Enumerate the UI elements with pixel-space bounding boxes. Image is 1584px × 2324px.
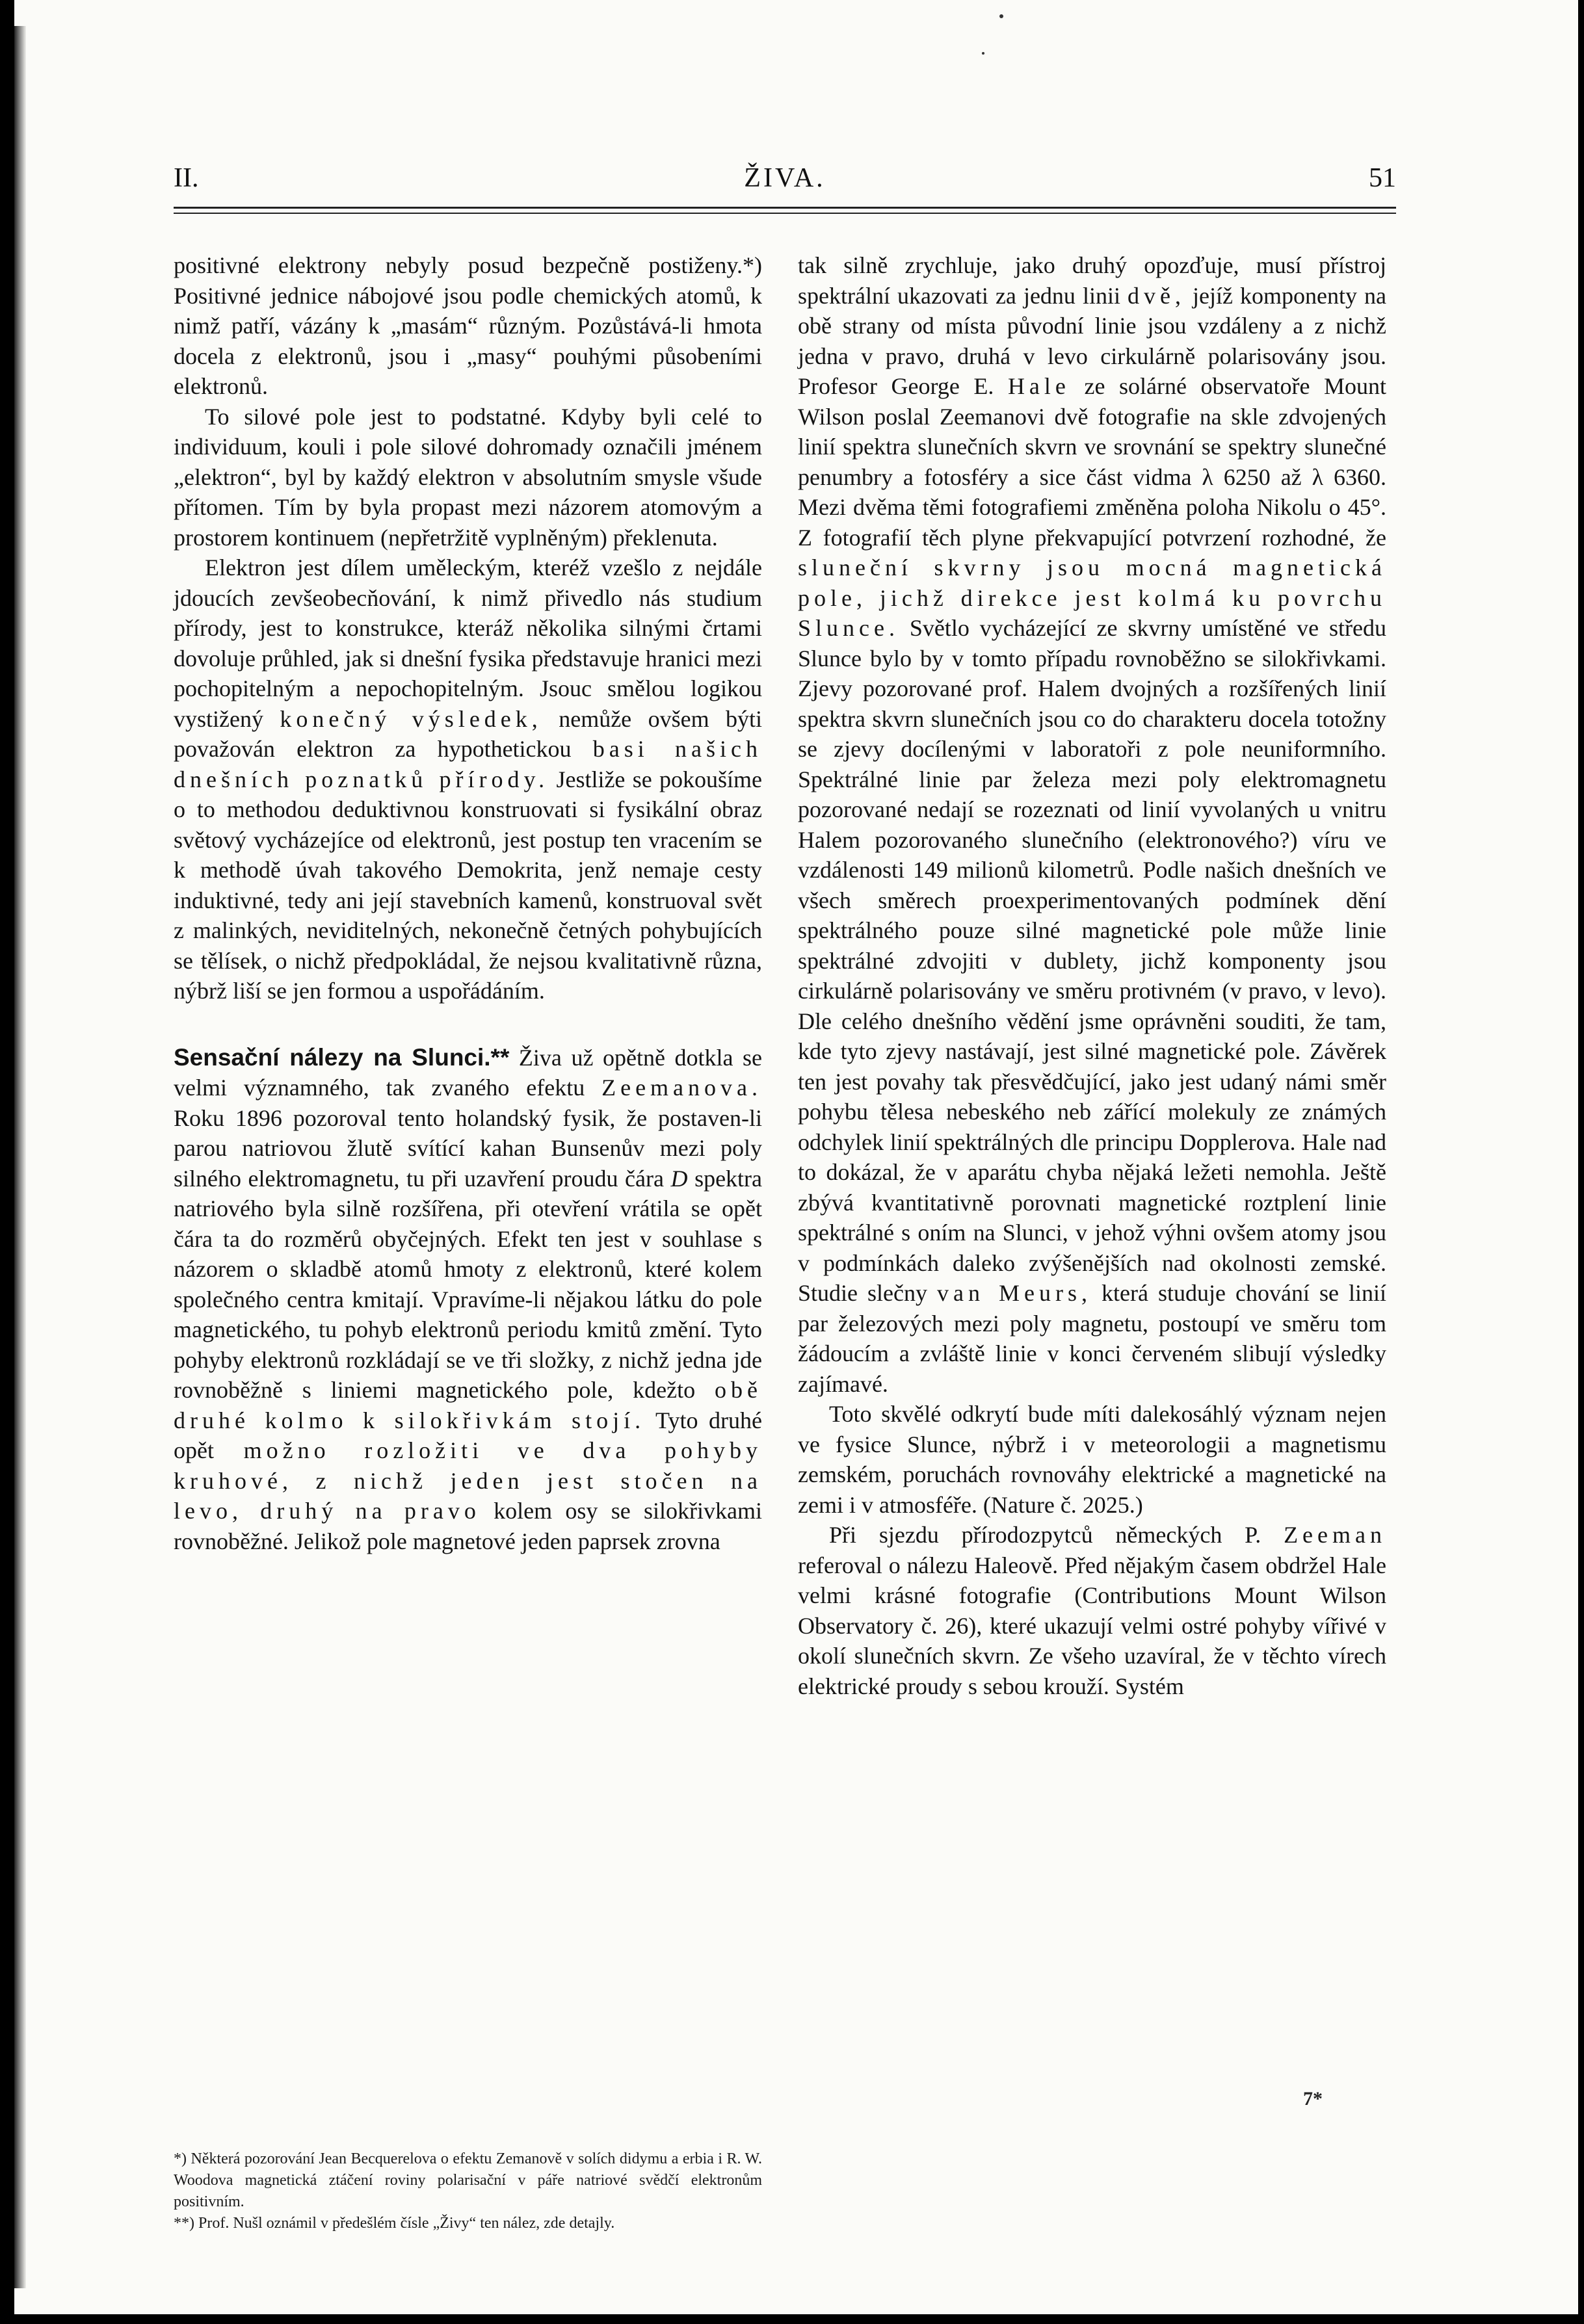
volume-number: II.	[174, 163, 199, 193]
left-column	[174, 250, 762, 1556]
running-header	[174, 163, 1396, 202]
article-paragraph: Sensační nálezy na Slunci.** Živa už opětně dotkla se velmi významného, tak zvaného efektu Zeemanova. Roku 1896 pozoroval tento holandský fysik, že postaven-li parou natriovou žlutě svítící kahan Bunsenův mezi poly silného elektromagnetu, tu při uzavření proudu čára D spektra natriového byla silně rozšířena, při otevření vrátila se opět čára ta do rozměrů obyčejných. Efekt ten jest v souhlase s názorem o skladbě atomů hmoty z elektronů, které kolem společného centra kmitají. Vpravíme-li nějakou látku do pole magnetického, tu pohyb elektronů periodu kmitů změní. Tyto pohyby elektronů rozkládají se ve tři složky, z nichž jedna jde rovnoběžně s liniemi magnetického pole, kdežto obě druhé kolmo k silokřivkám stojí. Tyto druhé opět možno rozložiti ve dva pohyby kruhové, z nichž jeden jest stočen na levo, druhý na pravo kolem osy se silokřivkami rovnoběžné. Jelikož pole magnetové jeden paprsek zrovna	[174, 1043, 763, 1554]
scan-binding-edge	[14, 26, 26, 2288]
paragraph: tak silně zrychluje, jako druhý opozďuje, musí přístroj spektrální ukazovati za jednu linii dvě, jejíž komponenty na obě strany od místa původní linie jsou vzdáleny a z nichž jedna v pravo, druhá v levo cirkulárně polarisovány jsou. Profesor George E. Hale ze solárné observatoře Mount Wilson poslal Zeemanovi dvě fotografie na skle zdvojených linií spektra slunečních skvrn ve srovnání se spektry slunečné penumbry a fotosféry a sice část vidma λ 6250 až λ 6360. Mezi dvěma těmi fotografiemi změněna poloha Nikolu o 45°. Z fotografií těch plyne překvapující potvrzení rozhodné, že sluneční skvrny jsou mocná magnetická pole, jichž direkce jest kolmá ku povrchu Slunce. Světlo vycházející ze skvrny umístěné ve středu Slunce bylo by v tomto případu rovnoběžno se silokřivkami. Zjevy pozorované prof. Halem dvojných a rozšířených linií spektra skvrn slunečních jsou co do charakteru docela totožny se zjevy docílenými v laboratoři z pole neuniformního. Spektrálné linie par železa mezi poly elektromagnetu pozorované nedají se rozeznati od linií vyvolaných u vnitru Halem pozorovaného slunečního (elektronového?) víru ve vzdálenosti 149 milionů kilometrů. Podle našich dnešních ve všech směrech proexperimentovaných podmínek dění spektrálného pouze silné magnetické pole může linie spektrálné zdvojiti v dublety, jichž komponenty jsou cirkulárně polarisovány ve směru protivném (v pravo, v levo). Dle celého dnešního vědění jsme oprávněni souditi, že tam, kde tyto zjevy nastávají, jest silné magnetické pole. Závěrek ten jest povahy tak přesvědčující, jako jest udaný námi směr pohybu tělesa nebeského neb zářící molekuly ze známých odchylek linií spektrálných dle principu Dopplerova. Hale nad to dokázal, že v aparátu chyba nějaká ležeti nemohla. Ještě zbývá kvantitativně porovnati magnetické roztplení linie spektrálné s oním na Slunci, v jehož výhni ovšem atomy jsou v podmínkách daleko zvýšenějších nad okolnosti zemské. Studie slečny van Meurs, která studuje chování se linií par železových mezi poly magnetu, postoupí ve směru tom žádoucím a zvláště linie v konci červeném slibují výsledky zajímavé.	[798, 252, 1387, 1397]
paragraph: Při sjezdu přírodozpytců německých P. Zeeman referoval o nálezu Haleově. Před nějakým časem obdržel Hale velmi krásné fotografie (Contributions Mount Wilson Observatory č. 26), které ukazují velmi ostré pohyby vířivé v okolí slunečních skvrn. Ze všeho uzavíral, že v těchto vírech elektrické proudy s sebou krouží. Systém	[798, 1522, 1386, 1699]
article-heading: Sensační nálezy na Slunci.**	[174, 1043, 510, 1071]
paragraph: positivné elektrony nebyly posud bezpečně postiženy.*) Positivné jednice nábojové jsou podle chemických atomů, k nimž patří, vázány k „masám“ různým. Pozůstává-li hmota docela z elektronů, jsou i „masy“ pouhými působeními elektronů.	[174, 252, 762, 399]
paragraph: To silové pole jest to podstatné. Kdyby byli celé to individuum, kouli i pole silové dohromady označili jménem „elektron“, byl by každý elektron v absolutním smysle všude přítomen. Tím by byla propast mezi názorem atomovým a prostorem kontinuem (nepřetržitě vyplněným) překlenuta.	[174, 403, 762, 551]
footnotes	[174, 2148, 762, 2234]
footnote: **) Prof. Nušl oznámil v předešlém čísle „Živy“ ten nález, zde detajly.	[174, 2215, 615, 2232]
scan-speck	[999, 14, 1003, 18]
header-rule-thin	[174, 213, 1396, 214]
right-column	[798, 250, 1386, 1701]
page-number: 51	[1369, 163, 1396, 193]
scanned-page	[14, 0, 1578, 2314]
paragraph: Toto skvělé odkrytí bude míti dalekosáhlý význam nejen ve fysice Slunce, nýbrž i v meteorologii a magnetismu zemském, poruchách rovnováhy elektrické a magnetické na zemi i v atmosféře. (Nature č. 2025.)	[798, 1401, 1386, 1518]
paragraph: Elektron jest dílem uměleckým, kteréž vzešlo z nejdále jdoucích zevšeobecňování, k nimž přivedlo nás studium přírody, jest to konstrukce, kteráž několika silnými črtami dovoluje průhled, jak si dnešní fysika představuje hranici mezi pochopitelným a nepochopitelným. Jsouc smělou logikou vystižený konečný výsledek, nemůže ovšem býti považován elektron za hypothetickou basi našich dnešních poznatků přírody. Jestliže se pokoušíme o to methodou deduktivnou konstruovati si fysikální obraz světový vycházejíce od elektronů, jest postup ten vracením se k methodě úvah takového Demokrita, jenž nemaje cesty induktivné, tedy ani její stavebních kamenů, konstruoval svět z malinkých, neviditelných, nekonečně četných pohybujících se tělísek, o nichž předpokládal, že nejsou kvalitativně různa, nýbrž liší se jen formou a uspořádáním.	[174, 555, 763, 1004]
header-rule	[174, 207, 1396, 209]
journal-title: ŽIVA.	[744, 163, 826, 193]
signature-mark: 7*	[1303, 2088, 1323, 2109]
footnote: *) Některá pozorování Jean Becquerelova o efektu Zemanově v solích didymu a erbia i R. W. Woodova magnetická ztáčení roviny polarisační v páře natriové svědčí elektronům positivním.	[174, 2150, 762, 2210]
scan-speck	[982, 52, 984, 55]
